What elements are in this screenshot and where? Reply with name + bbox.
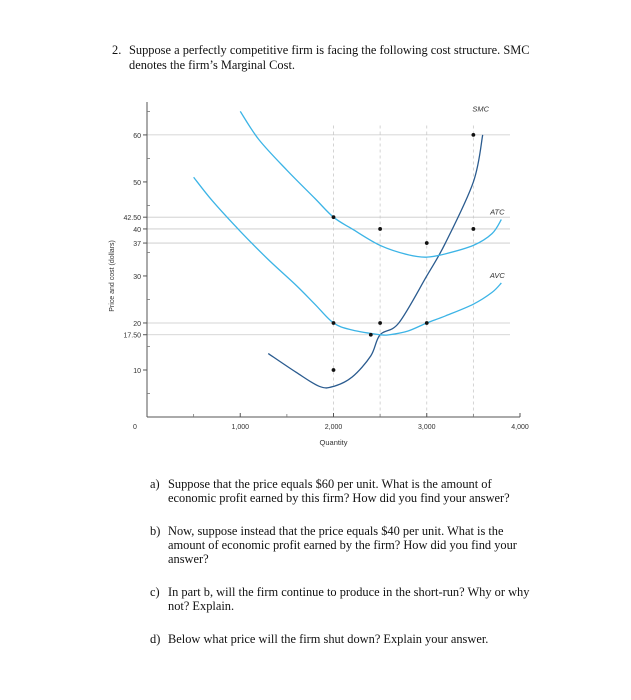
y-tick-label: 30 (133, 273, 141, 281)
labels (472, 104, 505, 280)
part-d-label: d) (150, 632, 161, 646)
series-label-smc: SMC (472, 104, 490, 114)
part-c (150, 585, 540, 613)
series-smc-line (268, 135, 482, 388)
data-point (471, 133, 475, 137)
data-point (471, 227, 475, 231)
series (194, 111, 502, 388)
x-tick-label: 1,000 (231, 424, 250, 431)
x-tick-label: 2,000 (324, 424, 343, 431)
y-tick-label: 20 (133, 320, 141, 328)
question-number: 2. (112, 43, 122, 57)
part-d (150, 632, 540, 646)
question-parts (150, 477, 540, 665)
y-tick-label: 10 (133, 367, 141, 375)
y-tick-label: 50 (133, 179, 141, 187)
part-b (150, 524, 540, 566)
y-tick-label: 17.50 (123, 332, 141, 340)
x-tick-label: 0 (133, 424, 137, 431)
question-line-1: Suppose a perfectly competitive firm is facing the following cost structure. SMC (129, 43, 530, 57)
question-intro (112, 43, 552, 73)
cost-curves-chart (95, 92, 535, 457)
reference-lines (147, 126, 510, 417)
question-line-2: denotes the firm’s Marginal Cost. (129, 58, 295, 72)
series-avc-line (194, 177, 502, 335)
part-c-text: In part b, will the firm continue to produce in the short-run? Why or why not? Explain. (168, 585, 530, 613)
part-a-label: a) (150, 477, 160, 491)
y-tick-label: 40 (133, 226, 141, 234)
y-tick-label: 42.50 (123, 215, 141, 223)
part-a-text: Suppose that the price equals $60 per unit. What is the amount of economic profit earned by this firm? How did you find your answer? (168, 477, 510, 505)
part-c-label: c) (150, 585, 160, 599)
series-atc-line (240, 111, 501, 257)
data-point (332, 321, 336, 325)
data-point (425, 241, 429, 245)
series-label-atc: ATC (490, 207, 505, 217)
data-point (425, 321, 429, 325)
series-label-avc: AVC (489, 271, 505, 281)
data-point (332, 215, 336, 219)
y-tick-label: 60 (133, 132, 141, 140)
data-points (332, 133, 476, 372)
x-tick-label: 4,000 (511, 424, 529, 431)
part-d-text: Below what price will the firm shut down? Explain your answer. (168, 632, 489, 646)
y-tick-label: 37 (133, 241, 141, 249)
part-b-label: b) (150, 524, 161, 538)
part-a (150, 477, 540, 505)
axes (109, 102, 529, 447)
y-axis-title: Price and cost (dollars) (109, 240, 116, 312)
x-tick-label: 3,000 (417, 424, 436, 431)
data-point (378, 227, 382, 231)
part-b-text: Now, suppose instead that the price equals $40 per unit. What is the amount of economic profit earned by the firm? How did you find your answer? (168, 524, 517, 566)
data-point (369, 333, 373, 337)
data-point (378, 321, 382, 325)
data-point (332, 368, 336, 372)
x-axis-title: Quantity (319, 438, 348, 447)
